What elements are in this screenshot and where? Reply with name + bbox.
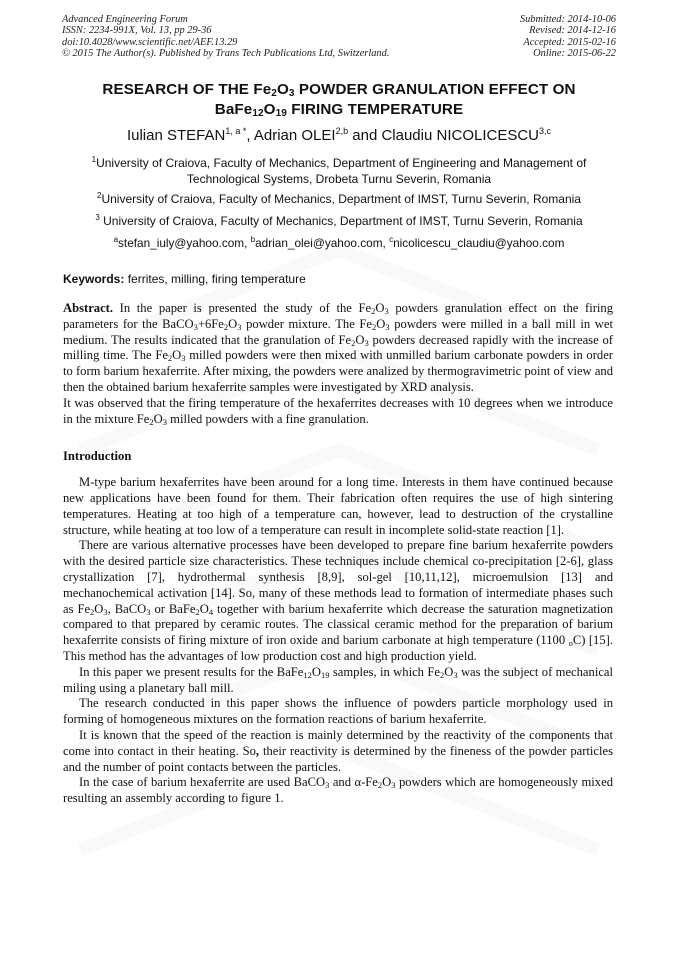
author-name: and Claudiu NICOLICESCU	[348, 127, 540, 144]
chemical-index: 3	[384, 306, 389, 316]
keywords-label: Keywords:	[63, 272, 125, 286]
submission-dates	[416, 14, 616, 59]
email-link: nicolicescu_claudiu@yahoo.com	[393, 236, 565, 250]
author-affiliation-mark: 2,b	[335, 126, 349, 136]
chemical-index: 3	[237, 321, 242, 332]
date-submitted: Submitted: 2014-10-06	[519, 14, 616, 25]
author-affiliation-mark: 3,c	[539, 126, 552, 136]
chemical-index: 2	[371, 306, 376, 316]
section-heading-introduction: Introduction	[63, 449, 132, 464]
body-paragraph: In this paper we present results for the $BaFe_{12}O_{19}$ samples, in which $Fe_2O_3$ was the subject of mechanical miling using a planetary ball mill.	[63, 664, 613, 695]
title-line-2: $BaFe_{12}O_{19}$ FIRING TEMPERATURE	[214, 101, 464, 119]
chemical-index: 3	[103, 606, 108, 617]
affiliation-2: $^2$University of Craiova, Faculty of Mechanics, Department of IMST, Turnu Severin, Romania	[97, 191, 581, 206]
chemical-index: 19	[320, 669, 330, 680]
body-paragraph: M-type barium hexaferrites have been around for a long time. Interests in them have continued because new applications have been found for them. Their fabrication often requires the use of high sintering temperatures. Heating at too high of a temperature can, however, lead to destruction of the crystalline structure, while heating at too low of a temperature can result in incomplete solid-state reaction [1].	[63, 475, 613, 537]
journal-issn: ISSN: 2234-991X, Vol. 13, pp 29-36	[62, 25, 212, 37]
abstract-label: Abstract.	[63, 301, 114, 315]
date-accepted: Accepted: 2015-02-16	[523, 36, 616, 48]
chemical-index: 4	[208, 606, 214, 617]
affiliation-1: $^1$University of Craiova, Faculty of Mechanics, Department of Engineering and Management of Technological Systems, Drobeta Turnu Severin, Romania	[91, 155, 587, 186]
journal-name: Advanced Engineering Forum	[62, 14, 188, 25]
chemical-index: 12	[303, 669, 312, 680]
journal-info	[62, 14, 442, 59]
email-link: adrian_olei@yahoo.com,	[255, 236, 390, 250]
date-online: Online: 2015-06-22	[533, 47, 616, 59]
author-emails: $^a$stefan_iuly@yahoo.com, $^b$adrian_olei@yahoo.com, $^c$nicolicescu_claudiu@yahoo.com	[113, 235, 565, 250]
body-paragraph: In the case of barium hexaferrite are used BaCO$_3$ and $\alpha-Fe_2O_3$ powders which are homogeneously mixed resulting an assembly according to figure 1.	[63, 775, 613, 806]
journal-copyright: © 2015 The Author(s). Published by Trans Tech Publications Ltd, Switzerland.	[62, 47, 390, 59]
date-revised: Revised: 2014-12-16	[529, 25, 616, 37]
title-line-1: RESEARCH OF THE $Fe_2O_3$ POWDER GRANULATION EFFECT ON	[102, 81, 576, 99]
chemical-index: 2	[372, 321, 377, 332]
body-paragraph: It is known that the speed of the reaction is mainly determined by the reactivity of the components that come into contact in their heating. So, their reactivity is determined by the fineness of the powder particles and the number of point contacts between the particles.	[63, 727, 613, 774]
abstract-paragraph: Abstract. In the paper is presented the study of the $Fe_2O_3$ powders granulation effect on the firing parameters for the $BaCO_3+6Fe_2O_3$ powder mixture. The $Fe_2O_3$ powders were milled in a ball mill in wet medium. The results indicated that the granulation of $Fe_2O_3$ powders decreased rapidly with the increase of milling time. The $Fe_2O_3$ milled powders were then mixed with unmilled barium carbonate powders in order to form barium hexaferrite. After mixing, the powders were analized by thermogravimetric point of view and then the obtained barium hexaferrite samples were investigated by XRD analysis.	[63, 301, 614, 394]
chemical-index: 3	[391, 780, 396, 791]
chemical-index: 2	[167, 353, 173, 364]
chemical-index: 2	[149, 416, 154, 427]
body-paragraph: There are various alternative processes have been developed to prepare fine barium hexaferrite powders with the desired particle size characteristics. These techniques include chemical co-precipitation [2-6], glass crystallization [7], hydrothermal synthesis [8,9], sol-gel [10,11,12], microemulsion [13] and mechanochemical activation [14]. So, many of these methods lead to formation of intermediate phases such as $Fe_2O_3$, BaCO$_3$ or $BaFe_2O_4$ together with barium hexaferrite which decrease the saturation magnetization compared to that prepared by ceramic routes. The classical ceramic method for the preparation of barium hexaferrite consists of firing mixture of iron oxide and barium carbonate at high temperature (1100 $_o$C) [15]. This method has the advantages of low production cost and high production yield.	[63, 538, 614, 663]
chemical-index: 3	[385, 321, 390, 332]
chemical-index: 3	[181, 353, 186, 364]
chemical-index: 3	[193, 321, 198, 332]
chemical-index: 3	[325, 780, 330, 791]
chemical-index: 3	[453, 669, 458, 680]
journal-doi: doi:10.4028/www.scientific.net/AEF.13.29	[62, 36, 238, 48]
paper-title	[40, 80, 638, 120]
chemical-index: 2	[439, 669, 445, 680]
chemical-index: 2	[223, 321, 229, 332]
chemical-index: 3	[146, 606, 151, 617]
author-affiliation-mark: 1, a *	[225, 126, 247, 136]
keywords-text: ferrites, milling, firing temperature	[124, 272, 306, 286]
email-link: stefan_iuly@yahoo.com,	[118, 236, 251, 250]
chemical-index: 2	[351, 337, 356, 348]
chemical-index: 2	[90, 606, 95, 617]
author-list	[30, 126, 648, 146]
chemical-index: 2	[195, 606, 200, 617]
author-name: , Adrian OLEI	[246, 127, 336, 144]
chemical-index: 3	[162, 416, 168, 427]
abstract-paragraph: It was observed that the firing temperature of the hexaferrites decreases with 10 degrees when we introduce in the mixture $Fe_2O_3$ milled powders with a fine granulation.	[63, 395, 613, 427]
chemical-index: 3	[364, 337, 369, 348]
keywords	[63, 271, 615, 287]
affiliation-3: $^3$ University of Craiova, Faculty of Mechanics, Department of IMST, Turnu Severin, Romania	[95, 213, 583, 228]
author-name: Iulian STEFAN	[126, 127, 226, 144]
body-paragraph: The research conducted in this paper shows the influence of powders particle morphology used in forming of homogeneous mixtures on the formation reactions of barium hexaferrite.	[63, 696, 613, 727]
chemical-index: o	[568, 638, 573, 649]
chemical-index: 2	[377, 780, 383, 791]
paper-body	[63, 301, 613, 807]
